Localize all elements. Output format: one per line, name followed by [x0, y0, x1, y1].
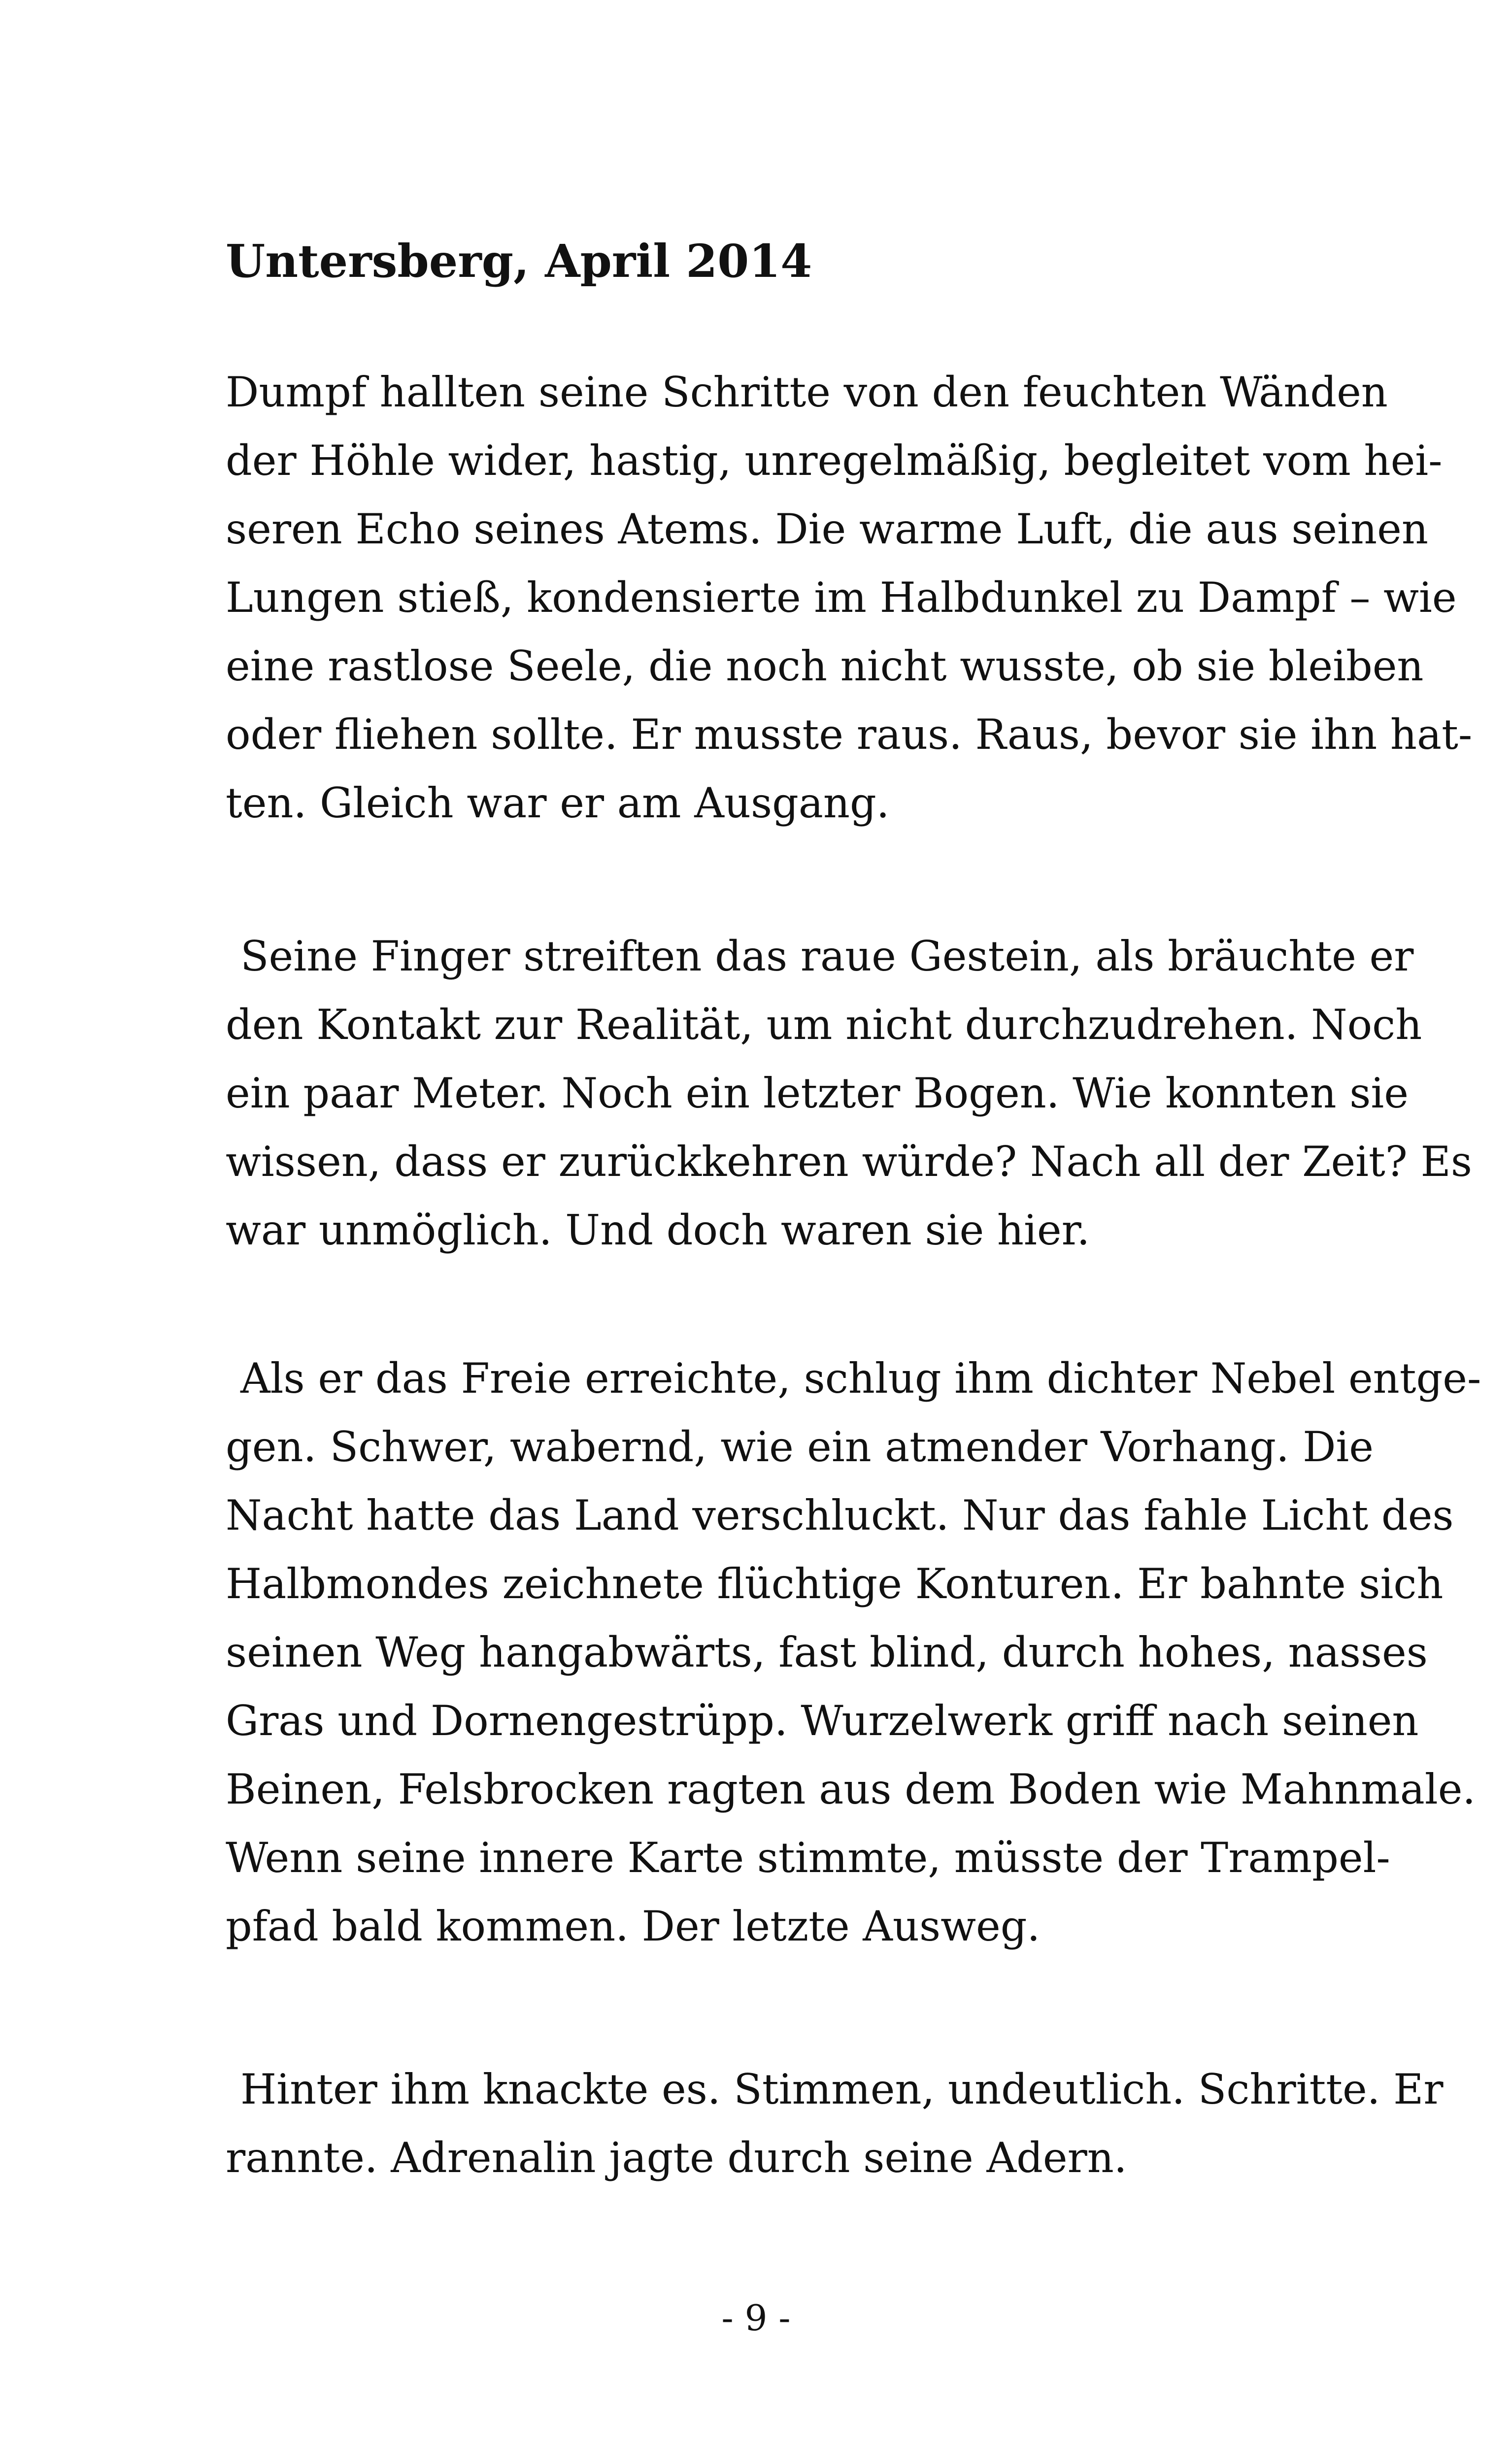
paragraph-line: Halbmondes zeichnete flüchtige Konturen. Er bahnte sich — [226, 1560, 1444, 1608]
paragraph-line: Seine Finger streiften das raue Gestein, als bräuchte er — [240, 932, 1414, 980]
paragraph-1 — [226, 358, 1473, 837]
paragraph-line: Hinter ihm knackte es. Stimmen, undeutlich. Schritte. Er — [240, 2065, 1444, 2113]
paragraph-line: seinen Weg hangabwärts, fast blind, durch hohes, nasses — [226, 1628, 1428, 1676]
paragraph-4 — [226, 2055, 1444, 2192]
paragraph-line: der Höhle wider, hastig, unregelmäßig, begleitet vom hei- — [226, 436, 1443, 485]
paragraph-3 — [226, 1344, 1481, 1961]
chapter-heading: Untersberg, April 2014 — [226, 234, 812, 288]
paragraph-line: rannte. Adrenalin jagte durch seine Adern. — [226, 2134, 1127, 2182]
paragraph-line: war unmöglich. Und doch waren sie hier. — [226, 1206, 1090, 1254]
paragraph-line: Beinen, Felsbrocken ragten aus dem Boden wie Mahnmale. — [226, 1765, 1476, 1813]
paragraph-line: Lungen stieß, kondensierte im Halbdunkel zu Dampf – wie — [226, 573, 1457, 622]
paragraph-line: eine rastlose Seele, die noch nicht wusste, ob sie bleiben — [226, 642, 1424, 690]
paragraph-line: Als er das Freie erreichte, schlug ihm dichter Nebel entge- — [240, 1354, 1481, 1403]
paragraph-2 — [226, 922, 1472, 1265]
paragraph-line: Gras und Dornengestrüpp. Wurzelwerk griff nach seinen — [226, 1697, 1419, 1745]
paragraph-line: Dumpf hallten seine Schritte von den feuchten Wänden — [226, 368, 1388, 416]
paragraph-line: seren Echo seines Atems. Die warme Luft, die aus seinen — [226, 505, 1428, 553]
paragraph-line: gen. Schwer, wabernd, wie ein atmender Vorhang. Die — [226, 1423, 1374, 1471]
paragraph-line: ein paar Meter. Noch ein letzter Bogen. Wie konnten sie — [226, 1069, 1409, 1117]
paragraph-line: den Kontakt zur Realität, um nicht durchzudrehen. Noch — [226, 1001, 1422, 1049]
paragraph-line: Nacht hatte das Land verschluckt. Nur das fahle Licht des — [226, 1491, 1454, 1540]
paragraph-line: Wenn seine innere Karte stimmte, müsste der Trampel- — [226, 1834, 1390, 1882]
page-number: - 9 - — [721, 2297, 791, 2339]
paragraph-line: ten. Gleich war er am Ausgang. — [226, 779, 890, 827]
paragraph-line: oder fliehen sollte. Er musste raus. Raus, bevor sie ihn hat- — [226, 710, 1473, 759]
paragraph-line: pfad bald kommen. Der letzte Ausweg. — [226, 1902, 1041, 1950]
paragraph-line: wissen, dass er zurückkehren würde? Nach all der Zeit? Es — [226, 1138, 1472, 1186]
